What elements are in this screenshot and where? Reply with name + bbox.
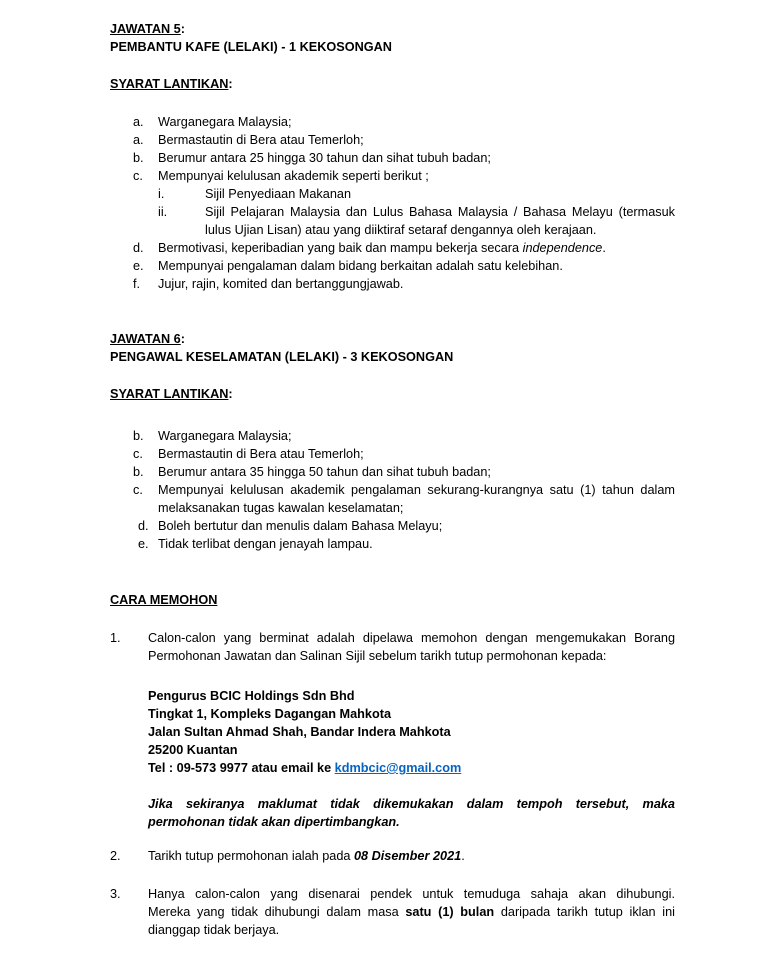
text-line bbox=[158, 517, 675, 535]
text-run: Tel : 09-573 9977 atau email ke bbox=[148, 761, 335, 775]
text-run: Jujur, rajin, komited dan bertanggungjawab. bbox=[158, 277, 404, 291]
job5-syarat-colon: : bbox=[228, 77, 233, 91]
list-marker: b. bbox=[133, 429, 144, 443]
text-run: Mereka yang tidak dihubungi dalam masa bbox=[148, 905, 406, 919]
text-run: Mempunyai kelulusan akademik seperti berikut ; bbox=[158, 169, 429, 183]
list-item bbox=[110, 167, 675, 185]
text-run: permohonan tidak akan dipertimbangkan. bbox=[148, 815, 400, 829]
text-line bbox=[205, 185, 675, 203]
text-run: Tingkat 1, Kompleks Dagangan Mahkota bbox=[148, 707, 391, 721]
job6-requirements-list bbox=[110, 427, 675, 553]
text-run: independence bbox=[522, 241, 603, 255]
cara-item-3 bbox=[110, 885, 675, 939]
job5-title bbox=[110, 20, 675, 38]
list-item-text bbox=[158, 535, 675, 553]
text-run: Sijil Penyediaan Makanan bbox=[205, 187, 351, 201]
list-item-text bbox=[158, 427, 675, 445]
text-run: Bermastautin di Bera atau Temerloh; bbox=[158, 133, 364, 147]
list-marker: c. bbox=[133, 447, 143, 461]
text-run: Permohonan Jawatan dan Salinan Sijil sebelum tarikh tutup permohonan kepada: bbox=[148, 649, 607, 663]
cara-memohon-heading-text: CARA MEMOHON bbox=[110, 593, 218, 607]
text-line bbox=[148, 759, 675, 777]
list-item bbox=[110, 427, 675, 445]
list-item bbox=[110, 629, 675, 665]
job6-title-text: JAWATAN 6 bbox=[110, 332, 181, 346]
text-run: . bbox=[461, 849, 465, 863]
text-line bbox=[205, 203, 675, 221]
list-item bbox=[110, 517, 675, 535]
list-marker: a. bbox=[133, 133, 144, 147]
list-item bbox=[110, 113, 675, 131]
list-marker: ii. bbox=[158, 205, 168, 219]
list-item-text bbox=[158, 149, 675, 167]
text-line bbox=[158, 535, 675, 553]
list-item-text bbox=[158, 517, 675, 535]
text-run: melaksanakan tugas kawalan keselamatan; bbox=[158, 501, 404, 515]
text-run: Calon-calon yang berminat adalah dipelawa memohon dengan mengemukakan Borang bbox=[148, 631, 675, 645]
text-run: Mempunyai kelulusan akademik pengalaman sekurang-kurangnya satu (1) tahun dalam bbox=[158, 483, 675, 497]
list-item-text bbox=[158, 445, 675, 463]
list-item-text bbox=[148, 847, 675, 865]
text-line bbox=[148, 885, 675, 903]
list-marker: b. bbox=[133, 465, 144, 479]
text-line bbox=[158, 113, 675, 131]
text-line bbox=[158, 131, 675, 149]
list-marker: e. bbox=[133, 259, 144, 273]
text-line bbox=[148, 741, 675, 759]
list-item-text bbox=[205, 203, 675, 239]
text-run: Bermotivasi, keperibadian yang baik dan mampu bekerja secara bbox=[158, 241, 523, 255]
job6-title-colon: : bbox=[180, 332, 185, 346]
text-run: 08 Disember 2021 bbox=[353, 849, 462, 863]
list-item-text bbox=[158, 481, 675, 517]
cara-item-1 bbox=[110, 629, 675, 665]
job5-title-text: JAWATAN 5 bbox=[110, 22, 181, 36]
list-marker: 2. bbox=[110, 849, 121, 863]
list-marker: 3. bbox=[110, 887, 121, 901]
text-run: Hanya calon-calon yang disenarai pendek untuk temuduga sahaja akan dihubungi. bbox=[148, 887, 675, 901]
job5-syarat-text: SYARAT LANTIKAN bbox=[110, 77, 229, 91]
list-marker: b. bbox=[133, 151, 144, 165]
text-line bbox=[148, 647, 675, 665]
cara-item-2 bbox=[110, 847, 675, 865]
job5-section bbox=[110, 20, 675, 293]
list-item bbox=[110, 445, 675, 463]
list-item bbox=[110, 239, 675, 257]
list-item bbox=[110, 203, 675, 239]
text-line bbox=[158, 239, 675, 257]
list-item bbox=[110, 257, 675, 275]
text-run: Tidak terlibat dengan jenayah lampau. bbox=[158, 537, 373, 551]
list-item-text bbox=[158, 239, 675, 257]
text-run: Jika sekiranya maklumat tidak dikemukakan dalam tempoh tersebut, maka bbox=[148, 797, 675, 811]
text-line bbox=[158, 275, 675, 293]
list-marker: d. bbox=[138, 519, 149, 533]
text-line bbox=[148, 921, 675, 939]
text-line bbox=[158, 257, 675, 275]
employer-address-block bbox=[110, 687, 675, 777]
text-run: Jalan Sultan Ahmad Shah, Bandar Indera Mahkota bbox=[148, 725, 451, 739]
cara-memohon-heading bbox=[110, 591, 675, 609]
job5-requirements-list bbox=[110, 113, 675, 293]
list-item bbox=[110, 847, 675, 865]
list-item-text bbox=[205, 185, 675, 203]
list-marker: d. bbox=[133, 241, 144, 255]
text-run: Warganegara Malaysia; bbox=[158, 429, 292, 443]
text-line bbox=[148, 903, 675, 921]
list-item bbox=[110, 463, 675, 481]
text-run: Sijil Pelajaran Malaysia dan Lulus Bahasa Malaysia / Bahasa Melayu (termasuk bbox=[205, 205, 675, 219]
list-item-text bbox=[158, 131, 675, 149]
job6-section bbox=[110, 330, 675, 553]
text-run: Boleh bertutur dan menulis dalam Bahasa Melayu; bbox=[158, 519, 443, 533]
cara-memohon-section bbox=[110, 591, 675, 939]
list-item bbox=[110, 885, 675, 939]
list-marker: a. bbox=[133, 115, 144, 129]
email-link[interactable]: kdmbcic@gmail.com bbox=[334, 761, 462, 775]
list-marker: c. bbox=[133, 169, 143, 183]
text-line bbox=[158, 167, 675, 185]
text-line bbox=[158, 149, 675, 167]
job5-subtitle: PEMBANTU KAFE (LELAKI) - 1 KEKOSONGAN bbox=[110, 40, 392, 54]
text-line bbox=[148, 687, 675, 705]
job6-syarat-heading bbox=[110, 385, 675, 403]
text-run: 25200 Kuantan bbox=[148, 743, 238, 757]
list-item-text bbox=[158, 167, 675, 185]
text-run: Bermastautin di Bera atau Temerloh; bbox=[158, 447, 364, 461]
list-item-text bbox=[158, 113, 675, 131]
job6-syarat-colon: : bbox=[228, 387, 233, 401]
text-run: Berumur antara 25 hingga 30 tahun dan sihat tubuh badan; bbox=[158, 151, 491, 165]
text-run: dianggap tidak berjaya. bbox=[148, 923, 280, 937]
list-marker: e. bbox=[138, 537, 149, 551]
list-marker: 1. bbox=[110, 631, 121, 645]
job5-syarat-heading bbox=[110, 75, 675, 93]
job6-title bbox=[110, 330, 675, 348]
list-marker: c. bbox=[133, 483, 143, 497]
text-run: Pengurus BCIC Holdings Sdn Bhd bbox=[148, 689, 355, 703]
text-run: Tarikh tutup permohonan ialah pada bbox=[148, 849, 354, 863]
text-line bbox=[158, 445, 675, 463]
warning-note bbox=[110, 795, 675, 831]
text-line bbox=[158, 481, 675, 499]
list-item bbox=[110, 185, 675, 203]
list-item-text bbox=[148, 629, 675, 665]
text-run: Berumur antara 35 hingga 50 tahun dan sihat tubuh badan; bbox=[158, 465, 491, 479]
list-item bbox=[110, 275, 675, 293]
text-run: Mempunyai pengalaman dalam bidang berkaitan adalah satu kelebihan. bbox=[158, 259, 563, 273]
job6-subtitle: PENGAWAL KESELAMATAN (LELAKI) - 3 KEKOSONGAN bbox=[110, 350, 454, 364]
list-item bbox=[110, 149, 675, 167]
list-item-text bbox=[158, 463, 675, 481]
list-item bbox=[110, 481, 675, 517]
text-run: lulus Ujian Lisan) atau yang diiktiraf setaraf dengannya oleh kerajaan. bbox=[205, 223, 597, 237]
list-item-text bbox=[158, 275, 675, 293]
text-run: Warganegara Malaysia; bbox=[158, 115, 292, 129]
list-item bbox=[110, 535, 675, 553]
list-item-text bbox=[158, 257, 675, 275]
text-run: satu (1) bulan bbox=[405, 905, 495, 919]
text-line bbox=[158, 427, 675, 445]
text-line bbox=[148, 795, 675, 813]
text-line bbox=[148, 813, 675, 831]
text-line bbox=[205, 221, 675, 239]
text-line bbox=[148, 847, 675, 865]
list-item-text bbox=[148, 885, 675, 939]
list-marker: f. bbox=[133, 277, 141, 291]
text-line bbox=[148, 723, 675, 741]
text-line bbox=[158, 499, 675, 517]
text-line bbox=[148, 629, 675, 647]
job5-title-colon: : bbox=[180, 22, 185, 36]
list-item bbox=[110, 131, 675, 149]
job6-syarat-text: SYARAT LANTIKAN bbox=[110, 387, 229, 401]
text-run: daripada tarikh tutup iklan ini bbox=[494, 905, 675, 919]
text-line bbox=[148, 705, 675, 723]
text-line bbox=[158, 463, 675, 481]
text-run: . bbox=[602, 241, 606, 255]
list-marker: i. bbox=[158, 187, 165, 201]
